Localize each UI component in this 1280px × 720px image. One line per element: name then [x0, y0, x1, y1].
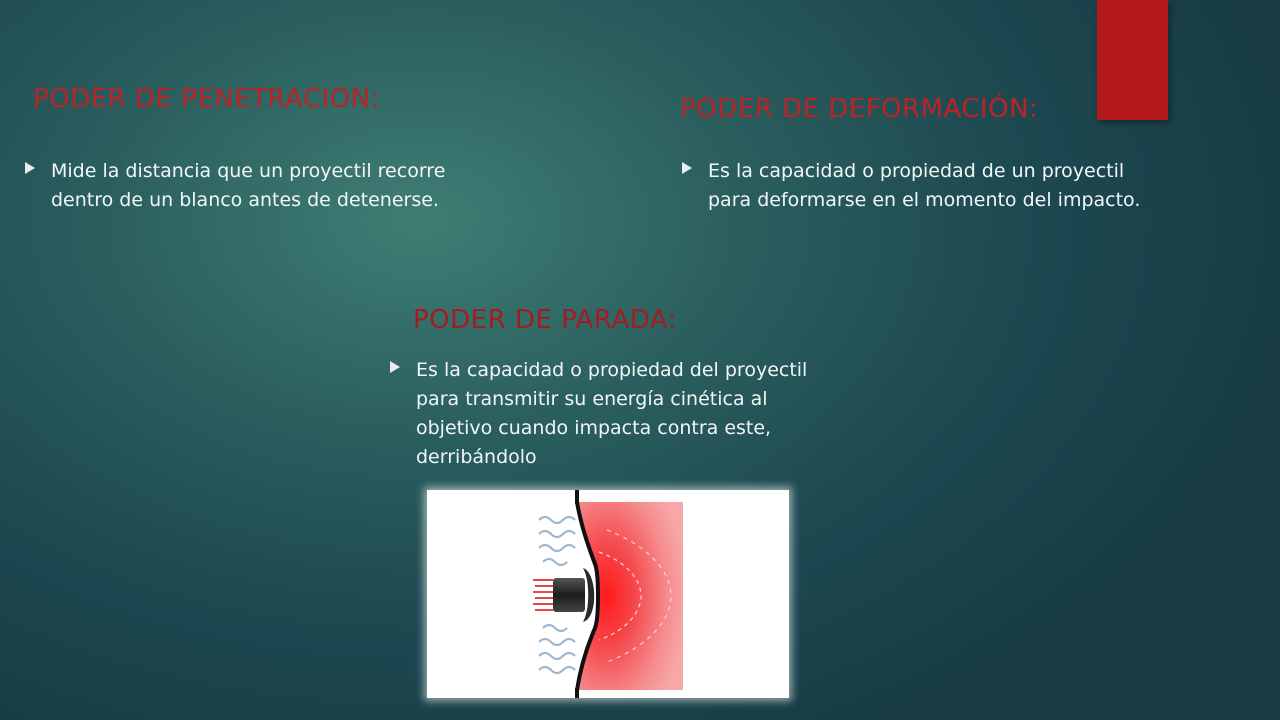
triangle-right-icon — [25, 162, 35, 174]
triangle-right-icon — [682, 162, 692, 174]
bullet-text-parada: Es la capacidad o propiedad del proyectil para transmitir su energía cinética al objetivo cuando impacta contra este, derribándolo — [416, 359, 808, 468]
heading-deformacion: PODER DE DEFORMACIÓN: — [680, 94, 1039, 124]
bullet-deformacion — [682, 157, 1142, 215]
bullet-text-deformacion: Es la capacidad o propiedad de un proyectil para deformarse en el momento del impacto. — [708, 160, 1141, 211]
heading-parada: PODER DE PARADA: — [413, 305, 677, 335]
bullet-impact-diagram — [427, 490, 789, 698]
heading-penetracion: PODER DE PENETRACION: — [33, 84, 380, 114]
accent-bar — [1097, 0, 1168, 120]
impact-illustration — [427, 490, 789, 698]
bullet-parada — [390, 356, 830, 472]
bullet-text-penetracion: Mide la distancia que un proyectil recorre dentro de un blanco antes de detenerse. — [51, 160, 446, 211]
triangle-right-icon — [390, 361, 400, 373]
bullet-penetracion — [25, 157, 465, 215]
motion-lines — [533, 580, 553, 610]
bullet-icon — [553, 578, 585, 612]
